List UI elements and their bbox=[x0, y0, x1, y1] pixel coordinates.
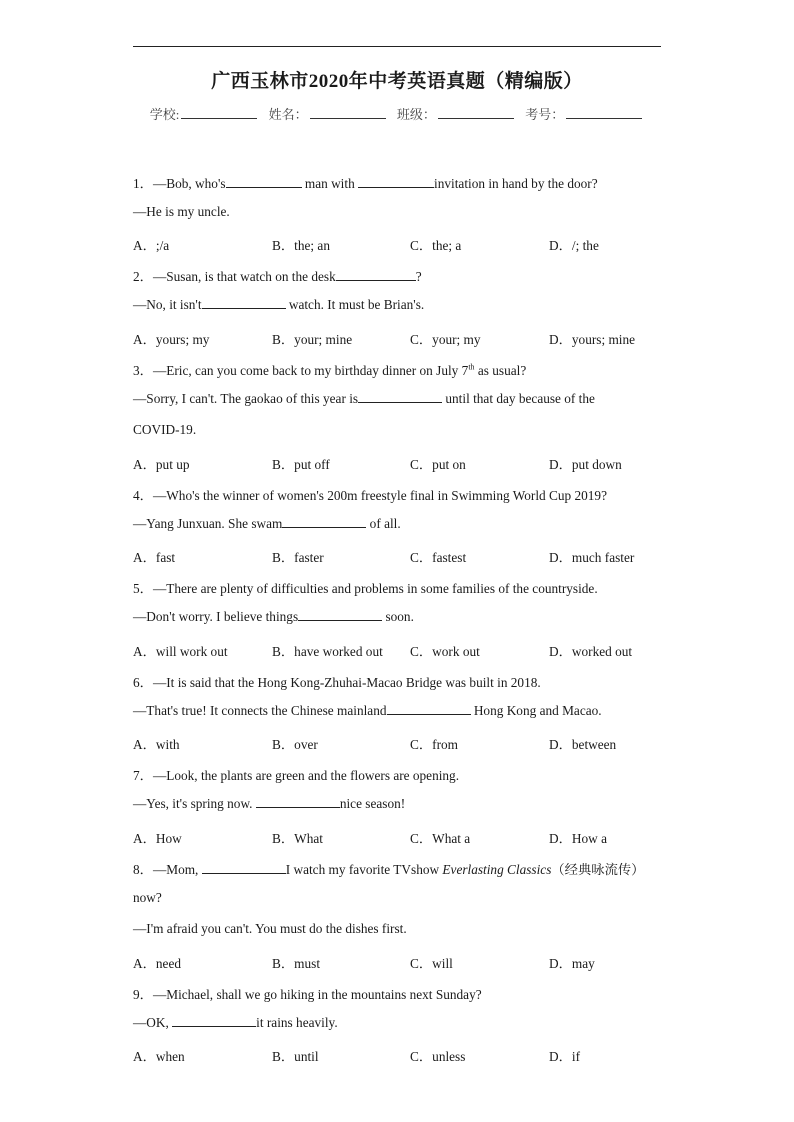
q5-option-b[interactable]: B．have worked out bbox=[272, 644, 383, 659]
q1-option-a[interactable]: A．;/a bbox=[133, 238, 170, 253]
q9-option-c[interactable]: C．unless bbox=[410, 1049, 466, 1064]
q9-option-d[interactable]: D．if bbox=[549, 1049, 581, 1064]
header-rule bbox=[133, 46, 661, 47]
q6-text-b: Hong Kong and Macao. bbox=[470, 703, 602, 718]
q7-option-d[interactable]: D．How a bbox=[549, 831, 607, 846]
q8-stem-line-2: now? bbox=[133, 890, 162, 905]
q2-option-d[interactable]: D．yours; mine bbox=[549, 332, 636, 347]
q6-blank bbox=[387, 703, 471, 715]
q6-text-a: —That's true! It connects the Chinese mainland bbox=[133, 703, 387, 718]
q5-text-a: —Don't worry. I believe things bbox=[133, 609, 299, 624]
q8-option-a[interactable]: A．need bbox=[133, 956, 181, 971]
q4-text-a: —Yang Junxuan. She swam bbox=[133, 516, 283, 531]
q2-stem bbox=[133, 266, 422, 285]
q3-option-d[interactable]: D．put down bbox=[549, 457, 622, 472]
q2-text-c: —No, it isn't bbox=[133, 297, 202, 312]
q4-stem: 4．—Who's the winner of women's 200m freestyle final in Swimming World Cup 2019? bbox=[133, 488, 607, 503]
student-info-line bbox=[0, 104, 794, 123]
q1-blank-1 bbox=[226, 176, 302, 188]
q5-stem: 5．—There are plenty of difficulties and problems in some families of the countryside. bbox=[133, 581, 598, 596]
q8-show-title: Everlasting Classics bbox=[442, 862, 552, 877]
q3-text-a: 3．—Eric, can you come back to my birthday dinner on July 7 bbox=[133, 363, 469, 378]
q4-option-a[interactable]: A．fast bbox=[133, 550, 176, 565]
q1-text-c: invitation in hand by the door? bbox=[434, 176, 598, 191]
class-field[interactable] bbox=[438, 107, 514, 119]
q4-blank bbox=[282, 516, 366, 528]
q3-superscript: th bbox=[468, 362, 475, 372]
q2-text-a: 2．—Susan, is that watch on the desk bbox=[133, 269, 336, 284]
q9-text-b: it rains heavily. bbox=[256, 1015, 338, 1030]
q4-answer-line bbox=[133, 516, 401, 532]
q1-blank-2 bbox=[358, 176, 434, 188]
q3-answer-line bbox=[133, 391, 595, 407]
q7-stem: 7．—Look, the plants are green and the flowers are opening. bbox=[133, 768, 460, 783]
school-label: 学校: bbox=[149, 107, 180, 122]
q9-stem: 9．—Michael, shall we go hiking in the mountains next Sunday? bbox=[133, 987, 482, 1002]
q1-option-c[interactable]: C．the; a bbox=[410, 238, 462, 253]
q2-text-d: watch. It must be Brian's. bbox=[285, 297, 425, 312]
q2-answer-line bbox=[133, 297, 424, 313]
q8-option-c[interactable]: C．will bbox=[410, 956, 453, 971]
number-field[interactable] bbox=[566, 107, 642, 119]
q5-text-b: soon. bbox=[382, 609, 414, 624]
school-field[interactable] bbox=[181, 107, 257, 119]
q2-text-b: ? bbox=[415, 269, 422, 284]
page-title: 广西玉林市2020年中考英语真题（精编版） bbox=[211, 71, 583, 92]
q2-option-a[interactable]: A．yours; my bbox=[133, 332, 210, 347]
q3-answer-line-2: COVID-19. bbox=[133, 422, 197, 437]
q1-text-a: 1．—Bob, who's bbox=[133, 176, 226, 191]
q1-stem bbox=[133, 173, 598, 192]
q4-option-b[interactable]: B．faster bbox=[272, 550, 324, 565]
q3-text-c: —Sorry, I can't. The gaokao of this year is bbox=[133, 391, 359, 406]
q2-blank-2 bbox=[202, 297, 286, 309]
q3-option-a[interactable]: A．put up bbox=[133, 457, 190, 472]
q7-option-a[interactable]: A．How bbox=[133, 831, 182, 846]
q7-text-a: —Yes, it's spring now. bbox=[133, 796, 256, 811]
q5-option-a[interactable]: A．will work out bbox=[133, 644, 228, 659]
q8-stem bbox=[133, 859, 644, 878]
q7-text-b: nice season! bbox=[339, 796, 406, 811]
q1-option-d[interactable]: D．/; the bbox=[549, 238, 599, 253]
q7-option-b[interactable]: B．What bbox=[272, 831, 323, 846]
q8-blank bbox=[202, 862, 286, 874]
q7-answer-line bbox=[133, 796, 405, 812]
q2-option-c[interactable]: C．your; my bbox=[410, 332, 481, 347]
name-label: 姓名： bbox=[268, 107, 308, 122]
class-label: 班级： bbox=[396, 107, 436, 122]
q4-option-d[interactable]: D．much faster bbox=[549, 550, 635, 565]
q5-option-c[interactable]: C．work out bbox=[410, 644, 480, 659]
q6-option-b[interactable]: B．over bbox=[272, 737, 318, 752]
q5-answer-line bbox=[133, 609, 414, 625]
q9-option-a[interactable]: A．when bbox=[133, 1049, 185, 1064]
q3-blank bbox=[358, 391, 442, 403]
q5-blank bbox=[298, 609, 382, 621]
q9-option-b[interactable]: B．until bbox=[272, 1049, 319, 1064]
q1-answer-line: —He is my uncle. bbox=[133, 204, 230, 219]
q8-text-b: I watch my favorite TVshow bbox=[285, 862, 443, 877]
q1-text-b: man with bbox=[301, 176, 359, 191]
number-label: 考号： bbox=[525, 107, 565, 122]
q1-option-b[interactable]: B．the; an bbox=[272, 238, 330, 253]
q8-text-c: （经典咏流传） bbox=[551, 862, 645, 877]
q4-option-c[interactable]: C．fastest bbox=[410, 550, 467, 565]
q4-text-b: of all. bbox=[366, 516, 401, 531]
q6-option-c[interactable]: C．from bbox=[410, 737, 459, 752]
q8-option-d[interactable]: D．may bbox=[549, 956, 595, 971]
q8-option-b[interactable]: B．must bbox=[272, 956, 321, 971]
q6-stem: 6．—It is said that the Hong Kong-Zhuhai-Macao Bridge was built in 2018. bbox=[133, 675, 541, 690]
name-field[interactable] bbox=[310, 107, 386, 119]
q7-option-c[interactable]: C．What a bbox=[410, 831, 471, 846]
q9-text-a: —OK, bbox=[133, 1015, 173, 1030]
q3-option-c[interactable]: C．put on bbox=[410, 457, 466, 472]
q8-answer-line: —I'm afraid you can't. You must do the dishes first. bbox=[133, 921, 407, 936]
q9-blank bbox=[172, 1015, 256, 1027]
q8-text-a: 8．—Mom, bbox=[133, 862, 202, 877]
q3-option-b[interactable]: B．put off bbox=[272, 457, 330, 472]
q3-stem bbox=[133, 360, 526, 379]
q6-option-a[interactable]: A．with bbox=[133, 737, 180, 752]
q9-answer-line bbox=[133, 1015, 338, 1031]
q2-option-b[interactable]: B．your; mine bbox=[272, 332, 353, 347]
q3-text-b: as usual? bbox=[474, 363, 527, 378]
q3-text-d: until that day because of the bbox=[442, 391, 595, 406]
q2-blank-1 bbox=[336, 269, 416, 281]
q5-option-d[interactable]: D．worked out bbox=[549, 644, 633, 659]
q7-blank bbox=[256, 796, 340, 808]
q6-option-d[interactable]: D．between bbox=[549, 737, 617, 752]
q6-answer-line bbox=[133, 703, 602, 719]
